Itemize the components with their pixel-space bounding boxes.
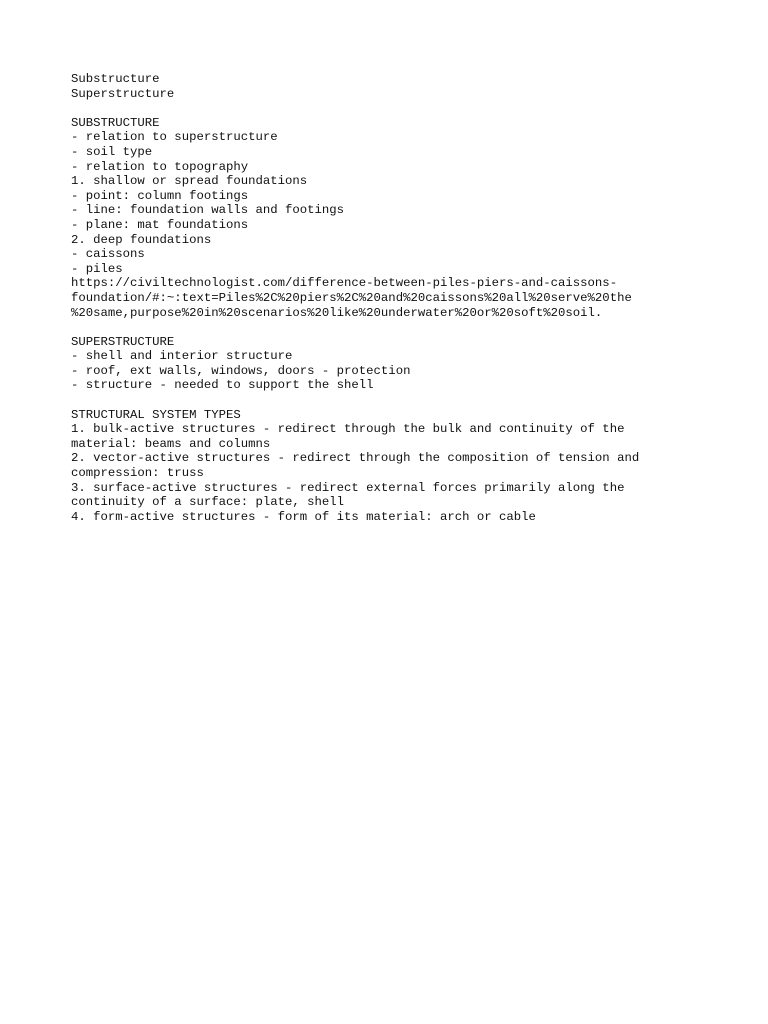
structural-type-line: 2. vector-active structures - redirect through the composition of tension and <box>71 451 640 466</box>
structural-system-types-heading: STRUCTURAL SYSTEM TYPES <box>71 407 241 422</box>
superstructure-line: - roof, ext walls, windows, doors - protection <box>71 363 411 378</box>
substructure-line: - plane: mat foundations <box>71 217 249 232</box>
substructure-heading: SUBSTRUCTURE <box>71 115 160 130</box>
reference-url-line: https://civiltechnologist.com/difference-between-piles-piers-and-caissons- <box>71 276 618 291</box>
substructure-line: - caissons <box>71 247 145 262</box>
substructure-line: - relation to superstructure <box>71 130 278 145</box>
reference-url-line: %20same,purpose%20in%20scenarios%20like%20underwater%20or%20soft%20soil. <box>71 305 603 320</box>
superstructure-heading: SUPERSTRUCTURE <box>71 334 175 349</box>
document-page <box>71 72 701 524</box>
structural-type-line: continuity of a surface: plate, shell <box>71 495 345 510</box>
blank-line <box>71 101 701 116</box>
substructure-line: - piles <box>71 261 123 276</box>
header-line-superstructure: Superstructure <box>71 86 175 101</box>
structural-system-types-section <box>71 408 701 525</box>
substructure-line: - point: column footings <box>71 188 249 203</box>
structural-type-line: material: beams and columns <box>71 436 271 451</box>
blank-line <box>71 320 701 335</box>
substructure-line: 2. deep foundations <box>71 232 212 247</box>
substructure-line: - relation to topography <box>71 159 249 174</box>
substructure-line: - line: foundation walls and footings <box>71 203 345 218</box>
substructure-section <box>71 116 701 320</box>
substructure-line: 1. shallow or spread foundations <box>71 174 308 189</box>
superstructure-section <box>71 335 701 393</box>
reference-url-line: foundation/#:~:text=Piles%2C%20piers%2C%20and%20caissons%20all%20serve%20the <box>71 290 632 305</box>
header-line-substructure: Substructure <box>71 72 160 86</box>
structural-type-line: 4. form-active structures - form of its material: arch or cable <box>71 509 536 524</box>
substructure-line: - soil type <box>71 144 153 159</box>
blank-line <box>71 393 701 408</box>
structural-type-line: compression: truss <box>71 466 204 481</box>
superstructure-line: - shell and interior structure <box>71 349 293 364</box>
superstructure-line: - structure - needed to support the shell <box>71 378 374 393</box>
structural-type-line: 3. surface-active structures - redirect external forces primarily along the <box>71 480 625 495</box>
structural-type-line: 1. bulk-active structures - redirect through the bulk and continuity of the <box>71 422 625 437</box>
